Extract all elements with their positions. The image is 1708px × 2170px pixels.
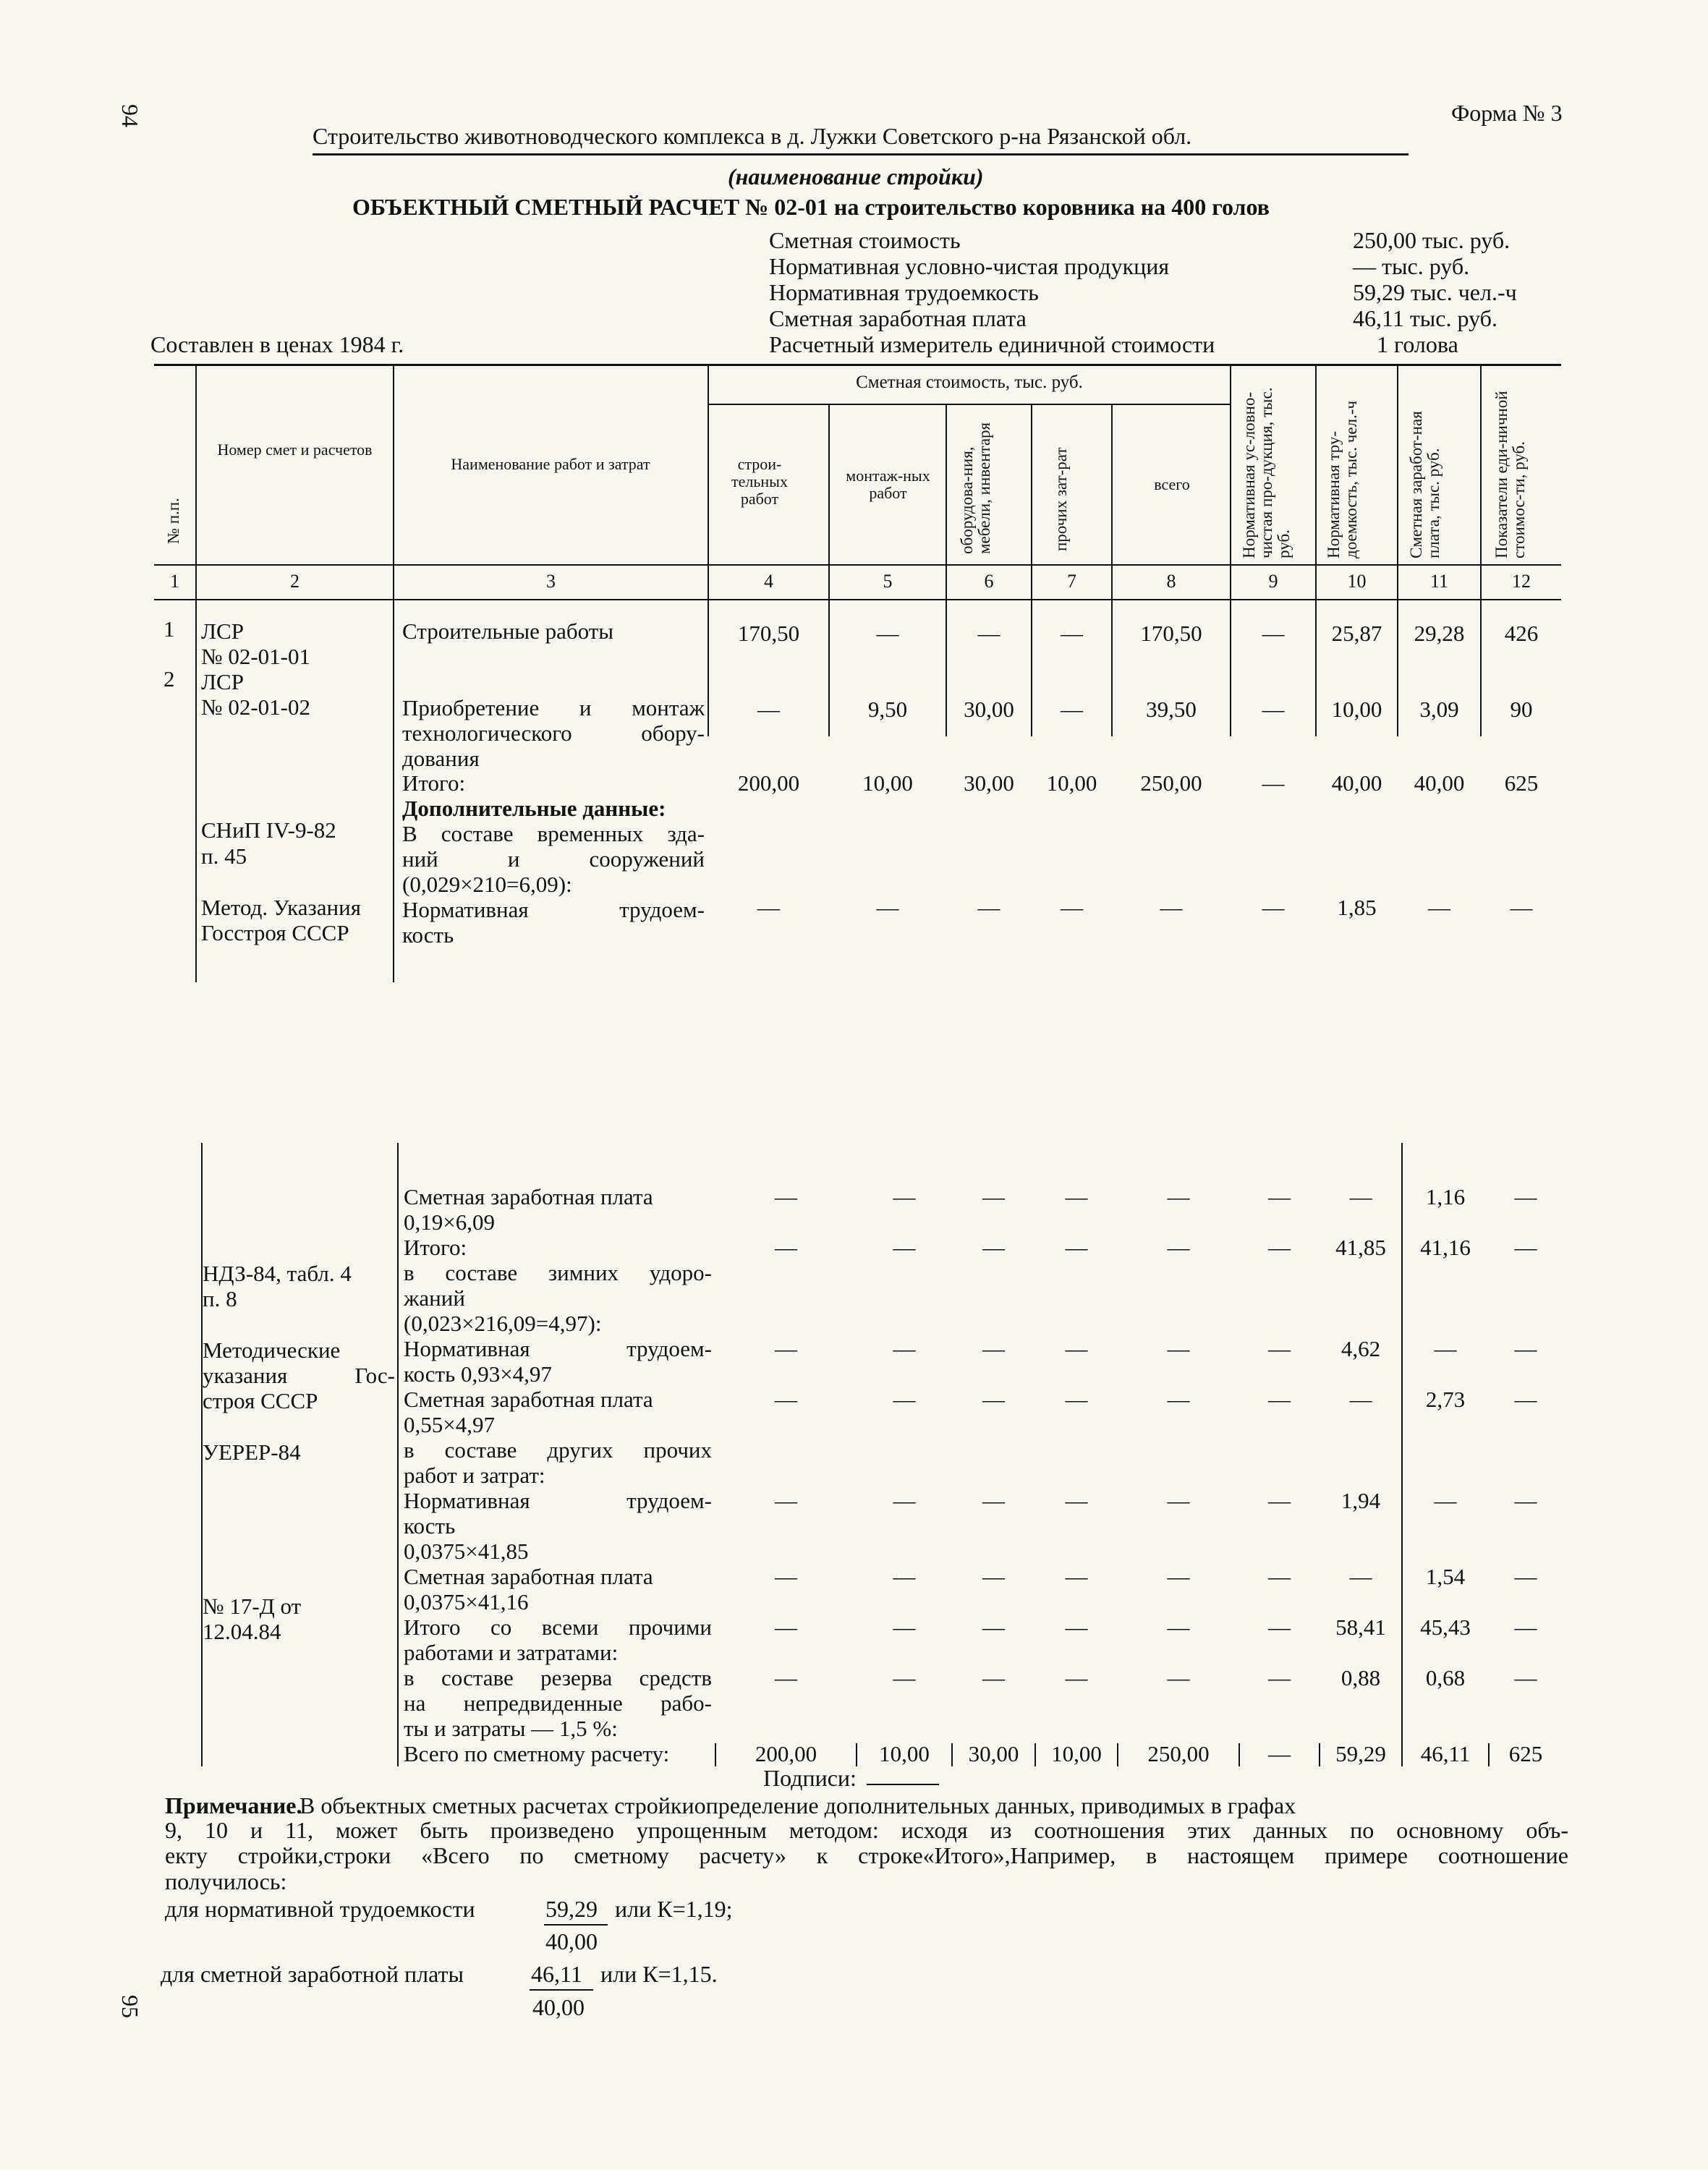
col-number: 10 — [1347, 571, 1367, 592]
table-cell: — — [982, 1336, 1005, 1361]
table-cell: — — [757, 895, 780, 920]
work-name: (0,023×216,09=4,97): — [404, 1311, 602, 1336]
ref-line: № 17-Д от — [203, 1594, 302, 1619]
table-cell: — — [876, 621, 899, 646]
summary-value: 1 голова — [1377, 331, 1458, 357]
summary-label: Нормативная условно-чистая продукция — [769, 253, 1170, 279]
work-name: Нормативная трудоем- — [404, 1336, 712, 1361]
table-cell: — — [1268, 1741, 1291, 1766]
header-col9: Нормативная ус-ловно-чистая про-дукция, тыс. руб. — [1240, 387, 1293, 558]
table-cell: — — [775, 1235, 797, 1260]
table-cell: 10,00 — [879, 1741, 930, 1766]
header-col7: прочих зат-рат — [1052, 447, 1070, 551]
table-cell: 170,50 — [737, 621, 800, 646]
table-cell: — — [1167, 1184, 1190, 1209]
table-cell: — — [1514, 1488, 1537, 1513]
ref-line: ЛСР — [201, 618, 244, 644]
estimate-title: ОБЪЕКТНЫЙ СМЕТНЫЙ РАСЧЕТ № 02-01 на строительство коровника на 400 голов — [352, 194, 1270, 220]
table-cell: 10,00 — [1046, 770, 1097, 796]
summary-label: Сметная заработная плата — [769, 305, 1027, 331]
table-cell: — — [1268, 1336, 1291, 1361]
work-name: Итого: — [404, 1235, 467, 1260]
ref-line: № 02-01-01 — [201, 644, 310, 669]
ratio-numerator: 59,29 — [545, 1896, 598, 1922]
table-cell: 10,00 — [1331, 697, 1382, 722]
col-number: 8 — [1166, 571, 1176, 592]
table-cell: — — [1167, 1614, 1190, 1640]
table-cell: — — [893, 1564, 916, 1589]
signatures-label: Подписи: — [763, 1765, 857, 1791]
table-cell: 10,00 — [1051, 1741, 1102, 1766]
table-cell: — — [1268, 1184, 1291, 1209]
table-cell: — — [1065, 1488, 1088, 1513]
header-col8: всего — [1154, 475, 1190, 493]
ratio-prefix: для сметной заработной платы — [161, 1961, 464, 1987]
table-cell: — — [1514, 1235, 1537, 1260]
table-cell: — — [982, 1235, 1005, 1260]
page-number-top: 94 — [117, 104, 143, 127]
table-cell: — — [1262, 697, 1285, 722]
table-cell: — — [1514, 1665, 1537, 1690]
work-name: Сметная заработная плата — [404, 1387, 653, 1412]
col-number: 2 — [290, 571, 299, 592]
table-cell: — — [1262, 895, 1285, 920]
table-cell: 39,50 — [1146, 697, 1197, 722]
work-name: работ и затрат: — [404, 1463, 545, 1488]
header-col3: Наименование работ и затрат — [451, 455, 650, 473]
note-line: В объектных сметных расчетах стройкиопределение дополнительных данных, приводимых в графах — [299, 1792, 1296, 1818]
table-cell: — — [893, 1336, 916, 1361]
summary-value: 250,00 тыс. руб. — [1353, 227, 1511, 253]
table-cell: — — [1167, 1336, 1190, 1361]
table-cell: — — [982, 1665, 1005, 1690]
col-number: 3 — [546, 571, 556, 592]
form-label: Форма № 3 — [1451, 100, 1563, 126]
table-cell: — — [1349, 1387, 1372, 1412]
note-label: Примечание. — [165, 1792, 302, 1818]
work-name: кость — [404, 1513, 456, 1539]
table-cell: — — [1065, 1387, 1088, 1412]
table-cell: 41,16 — [1420, 1235, 1471, 1260]
table-cell: — — [1268, 1614, 1291, 1640]
work-name: в составе зимних удоро- — [404, 1260, 712, 1285]
ratio-numerator: 46,11 — [531, 1961, 582, 1987]
table-cell: — — [893, 1184, 916, 1209]
table-cell: — — [1428, 895, 1450, 920]
table-cell: — — [1514, 1387, 1537, 1412]
note-line: 9, 10 и 11, может быть произведено упрощенным методом: исходя из соотношения этих данных по основному объ- — [165, 1818, 1568, 1843]
work-name: ты и затраты — 1,5 %: — [404, 1716, 618, 1741]
header-col11: Сметная заработ-ная плата, тыс. руб. — [1407, 411, 1443, 558]
table-cell: — — [1514, 1184, 1537, 1209]
table-cell: — — [1065, 1336, 1088, 1361]
table-cell: — — [1262, 621, 1285, 646]
table-cell: — — [1349, 1564, 1372, 1589]
construction-title: Строительство животноводческого комплекса в д. Лужки Советского р-на Рязанской обл. — [313, 123, 1192, 149]
table-cell: 625 — [1508, 1741, 1543, 1766]
header-col2: Номер смет и расчетов — [217, 441, 373, 459]
col-number: 6 — [984, 571, 994, 592]
table-cell: — — [1268, 1235, 1291, 1260]
summary-label: Нормативная трудоемкость — [769, 279, 1039, 305]
ref-line: НДЗ-84, табл. 4 — [203, 1261, 352, 1286]
table-cell: — — [1514, 1614, 1537, 1640]
table-cell: — — [1262, 770, 1285, 796]
ratio-prefix: для нормативной трудоемкости — [165, 1896, 475, 1922]
work-name: жаний — [404, 1285, 465, 1311]
ref-line: строя СССР — [203, 1388, 318, 1413]
table-cell: — — [876, 895, 899, 920]
table-cell: — — [1167, 1665, 1190, 1690]
table-cell: — — [775, 1614, 797, 1640]
work-name: Нормативная трудоем- — [404, 1488, 712, 1513]
table-cell: — — [1160, 895, 1183, 920]
ref-line: ЛСР — [201, 669, 244, 694]
header-col6: оборудова-ния, мебели, инвентаря — [958, 422, 993, 554]
table-cell: — — [1167, 1564, 1190, 1589]
work-name: дования — [402, 746, 480, 771]
header-col12: Показатели еди-ничной стоимос-ти, руб. — [1492, 391, 1528, 558]
table-cell: — — [1061, 697, 1083, 722]
work-name: Сметная заработная плата — [404, 1184, 653, 1209]
table-cell: 0,88 — [1341, 1665, 1381, 1690]
ref-line: 12.04.84 — [203, 1619, 281, 1644]
work-name: (0,029×210=6,09): — [402, 872, 572, 897]
work-name: на непредвиденные рабо- — [404, 1690, 712, 1716]
work-name: Всего по сметному расчету: — [404, 1741, 670, 1766]
table-cell: — — [1268, 1665, 1291, 1690]
table-cell: — — [775, 1488, 797, 1513]
work-name: 0,55×4,97 — [404, 1412, 495, 1437]
row-number: 1 — [163, 616, 175, 642]
table-cell: — — [1514, 1564, 1537, 1589]
work-name: Строительные работы — [402, 618, 614, 644]
table-cell: 29,28 — [1414, 621, 1465, 646]
work-name: Дополнительные данные: — [402, 796, 666, 821]
work-name: Итого со всеми прочими — [404, 1614, 712, 1640]
table-cell: 170,50 — [1140, 621, 1202, 646]
table-cell: — — [982, 1488, 1005, 1513]
table-cell: — — [982, 1387, 1005, 1412]
col-number: 12 — [1512, 571, 1531, 592]
table-cell: — — [1167, 1387, 1190, 1412]
work-name: В составе временных зда- — [402, 821, 705, 846]
table-cell: 625 — [1504, 770, 1539, 796]
table-cell: — — [757, 697, 780, 722]
col-number: 11 — [1429, 571, 1449, 592]
table-cell: 30,00 — [964, 770, 1014, 796]
table-cell: 250,00 — [1147, 1741, 1210, 1766]
table-cell: — — [1065, 1184, 1088, 1209]
table-cell: — — [982, 1564, 1005, 1589]
table-cell: 1,54 — [1425, 1564, 1466, 1589]
table-cell: — — [1268, 1488, 1291, 1513]
note-line: получилось: — [165, 1868, 287, 1894]
table-cell: — — [775, 1184, 797, 1209]
table-cell: 4,62 — [1341, 1336, 1381, 1361]
prices-note: Составлен в ценах 1984 г. — [150, 331, 404, 357]
table-cell: — — [1065, 1564, 1088, 1589]
work-name: кость — [402, 922, 454, 948]
work-name: в составе других прочих — [404, 1437, 712, 1463]
note-line: екту стройки,строки «Всего по сметному расчету» к строке«Итого»,Например, в настоящем примере соотношение — [165, 1843, 1568, 1868]
table-cell: — — [1167, 1235, 1190, 1260]
table-cell: 90 — [1510, 697, 1533, 722]
ratio-suffix: или К=1,15. — [600, 1961, 718, 1987]
work-name: в составе резерва средств — [404, 1665, 712, 1690]
ref-line: п. 45 — [201, 843, 247, 869]
table-cell: — — [893, 1387, 916, 1412]
table-cell: — — [893, 1488, 916, 1513]
table-cell: — — [1268, 1387, 1291, 1412]
work-name: технологического обору- — [402, 720, 705, 746]
construction-caption: (наименование стройки) — [728, 163, 984, 190]
table-cell: 46,11 — [1420, 1741, 1471, 1766]
col-number: 1 — [170, 571, 179, 592]
table-cell: 30,00 — [968, 1741, 1019, 1766]
ref-line: п. 8 — [203, 1286, 237, 1311]
col-number: 9 — [1268, 571, 1278, 592]
table-cell: 200,00 — [755, 1741, 817, 1766]
table-cell: 1,85 — [1337, 895, 1377, 920]
work-name: 0,0375×41,16 — [404, 1589, 529, 1614]
table-cell: — — [1434, 1336, 1457, 1361]
work-name: кость 0,93×4,97 — [404, 1361, 552, 1387]
table-cell: — — [977, 895, 1000, 920]
table-cell: — — [893, 1235, 916, 1260]
table-cell: 426 — [1504, 621, 1539, 646]
summary-value: 46,11 тыс. руб. — [1353, 305, 1497, 331]
ratio-suffix: или К=1,19; — [615, 1896, 733, 1922]
header-col5: монтаж-ных работ — [846, 467, 930, 502]
ref-line: указания Гос- — [203, 1363, 395, 1388]
ratio-denominator: 40,00 — [532, 1994, 585, 2020]
work-name: Приобретение и монтаж — [402, 695, 705, 720]
work-name: Сметная заработная плата — [404, 1564, 653, 1589]
page-number-bottom: 95 — [117, 1995, 143, 2018]
table-cell: — — [1434, 1488, 1457, 1513]
table-cell: — — [893, 1665, 916, 1690]
work-name: 0,19×6,09 — [404, 1209, 495, 1235]
table-cell: — — [893, 1614, 916, 1640]
table-cell: 1,94 — [1341, 1488, 1381, 1513]
work-name: Итого: — [402, 770, 466, 796]
table-cell: — — [775, 1387, 797, 1412]
table-cell: 58,41 — [1335, 1614, 1386, 1640]
summary-value: — тыс. руб. — [1353, 253, 1470, 279]
ref-line: Метод. Указания — [201, 895, 361, 920]
table-cell: 40,00 — [1331, 770, 1382, 796]
table-cell: — — [775, 1564, 797, 1589]
table-cell: — — [1061, 621, 1083, 646]
table-cell: — — [1268, 1564, 1291, 1589]
col-number: 4 — [764, 571, 773, 592]
table-cell: — — [775, 1336, 797, 1361]
table-cell: 200,00 — [737, 770, 800, 796]
ref-line: Методические — [203, 1337, 341, 1363]
table-cell: 1,16 — [1425, 1184, 1466, 1209]
table-cell: — — [982, 1614, 1005, 1640]
table-cell: 59,29 — [1335, 1741, 1386, 1766]
summary-label: Сметная стоимость — [769, 227, 961, 253]
table-cell: 41,85 — [1335, 1235, 1386, 1260]
table-cell: — — [1061, 895, 1083, 920]
row-number: 2 — [163, 666, 175, 692]
table-cell: — — [1510, 895, 1533, 920]
summary-value: 59,29 тыс. чел.-ч — [1353, 279, 1517, 305]
table-cell: 9,50 — [867, 697, 908, 722]
table-cell: 30,00 — [964, 697, 1014, 722]
table-cell: 2,73 — [1425, 1387, 1466, 1412]
table-cell: — — [1349, 1184, 1372, 1209]
table-cell: — — [1065, 1614, 1088, 1640]
header-group-cost: Сметная стоимость, тыс. руб. — [856, 373, 1083, 392]
table-cell: — — [1065, 1235, 1088, 1260]
ratio-denominator: 40,00 — [545, 1928, 598, 1954]
header-col1: № п.п. — [164, 498, 182, 544]
ref-line: СНиП IV-9-82 — [201, 817, 336, 843]
table-cell: 250,00 — [1140, 770, 1202, 796]
table-cell: — — [1514, 1336, 1537, 1361]
table-cell: — — [1167, 1488, 1190, 1513]
header-col10: Нормативная тру-доемкость, тыс. чел.-ч — [1325, 400, 1360, 558]
col-number: 5 — [883, 571, 893, 592]
work-name: 0,0375×41,85 — [404, 1539, 529, 1564]
table-cell: — — [977, 621, 1000, 646]
ref-line: № 02-01-02 — [201, 694, 310, 720]
table-cell: — — [982, 1184, 1005, 1209]
table-cell: 40,00 — [1414, 770, 1465, 796]
table-cell: — — [1065, 1665, 1088, 1690]
table-cell: 10,00 — [862, 770, 913, 796]
ref-line: Госстроя СССР — [201, 920, 349, 945]
work-name: Нормативная трудоем- — [402, 897, 705, 922]
work-name: работами и затратами: — [404, 1640, 619, 1665]
table-cell: 45,43 — [1420, 1614, 1471, 1640]
table-cell: 3,09 — [1419, 697, 1459, 722]
ref-line: УЕРЕР-84 — [203, 1439, 301, 1465]
summary-label: Расчетный измеритель единичной стоимости — [769, 331, 1215, 357]
col-number: 7 — [1067, 571, 1076, 592]
table-cell: 0,68 — [1425, 1665, 1466, 1690]
header-col4: строи-тельных работ — [731, 455, 788, 508]
work-name: ний и сооружений — [402, 846, 705, 872]
table-cell: — — [775, 1665, 797, 1690]
table-cell: 25,87 — [1331, 621, 1382, 646]
